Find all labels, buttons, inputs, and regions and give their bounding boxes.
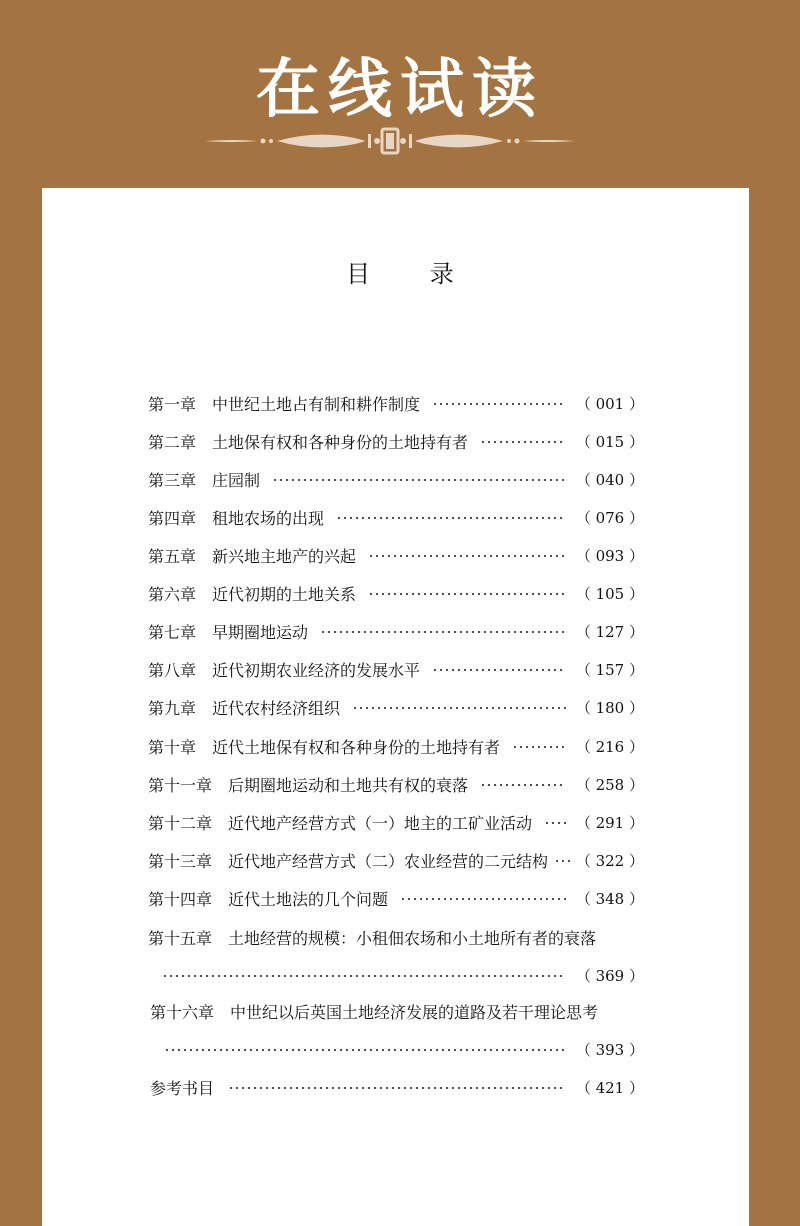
toc-page-number: （ 348 ）	[575, 889, 644, 908]
toc-chapter-title: 早期圈地运动	[212, 622, 309, 642]
toc-chapter-title: 近代初期的土地关系	[212, 584, 357, 604]
ornament-divider-icon	[205, 126, 575, 156]
dot-leader	[162, 975, 566, 977]
toc-entry	[148, 657, 644, 681]
dot-leader	[368, 593, 566, 595]
toc-page-number: （ 258 ）	[575, 775, 644, 794]
toc-entry	[148, 429, 644, 453]
dot-leader	[400, 898, 566, 900]
toc-chapter: 第六章	[148, 584, 197, 604]
toc-chapter-title: 近代地产经营方式（一）地主的工矿业活动	[228, 813, 533, 833]
toc-chapter-title: 庄园制	[212, 470, 261, 490]
toc-chapter: 第十三章	[148, 851, 213, 871]
toc-page-number: （ 015 ）	[575, 432, 644, 451]
toc-chapter: 第一章	[148, 394, 197, 414]
toc-entry	[148, 925, 644, 949]
toc-chapter: 第五章	[148, 546, 197, 566]
toc-chapter: 第十五章	[148, 928, 213, 948]
toc-chapter-title: 近代地产经营方式（二）农业经营的二元结构	[228, 851, 549, 871]
dot-leader	[480, 441, 566, 443]
toc-entry-continuation	[162, 963, 644, 987]
toc-title: 目 录	[346, 260, 480, 288]
toc-page-number: （ 421 ）	[575, 1078, 644, 1097]
dot-leader	[272, 479, 566, 481]
toc-chapter: 参考书目	[150, 1078, 215, 1098]
toc-entry	[148, 391, 644, 415]
toc-page-number: （ 291 ）	[575, 813, 644, 832]
banner-title: 在线试读	[256, 52, 544, 127]
dot-leader	[554, 860, 574, 862]
toc-chapter-title: 近代初期农业经济的发展水平	[212, 660, 421, 680]
toc-page-number: （ 216 ）	[575, 737, 644, 756]
dot-leader	[164, 1049, 566, 1051]
toc-chapter-title: 新兴地主地产的兴起	[212, 546, 357, 566]
toc-chapter-title: 租地农场的出现	[212, 508, 325, 528]
toc-chapter: 第十一章	[148, 775, 213, 795]
dot-leader	[432, 403, 566, 405]
toc-entry	[148, 810, 644, 834]
dot-leader	[228, 1087, 566, 1089]
toc-chapter-title: 中世纪土地占有制和耕作制度	[212, 394, 421, 414]
toc-entry	[148, 543, 644, 567]
dot-leader	[320, 631, 566, 633]
toc-entry	[148, 581, 644, 605]
dot-leader	[368, 555, 566, 557]
toc-chapter-title: 近代土地法的几个问题	[228, 889, 389, 909]
toc-page-number: （ 127 ）	[575, 622, 644, 641]
toc-entry	[148, 505, 644, 529]
toc-entry	[150, 999, 646, 1023]
toc-chapter: 第二章	[148, 432, 197, 452]
toc-chapter-title: 土地经营的规模：小租佃农场和小土地所有者的衰落	[228, 928, 597, 948]
toc-page-number: （ 393 ）	[575, 1040, 644, 1059]
toc-chapter-title: 近代土地保有权和各种身份的土地持有者	[212, 737, 501, 757]
toc-page-number: （ 093 ）	[575, 546, 644, 565]
toc-chapter: 第十六章	[150, 1002, 215, 1022]
toc-chapter: 第十二章	[148, 813, 213, 833]
toc-chapter: 第九章	[148, 698, 197, 718]
toc-chapter: 第四章	[148, 508, 197, 528]
toc-entry	[148, 848, 644, 872]
toc-chapter-title: 土地保有权和各种身份的土地持有者	[212, 432, 469, 452]
toc-chapter-title: 近代农村经济组织	[212, 698, 341, 718]
toc-page-number: （ 369 ）	[575, 966, 644, 985]
toc-entry	[148, 772, 644, 796]
toc-chapter-title: 后期圈地运动和土地共有权的衰落	[228, 775, 469, 795]
toc-chapter: 第十四章	[148, 889, 213, 909]
toc-page-number: （ 040 ）	[575, 470, 644, 489]
toc-entry	[148, 695, 644, 719]
toc-page-number: （ 157 ）	[575, 660, 644, 679]
toc-entry	[148, 619, 644, 643]
toc-page-number: （ 180 ）	[575, 698, 644, 717]
dot-leader	[336, 517, 566, 519]
toc-chapter: 第三章	[148, 470, 197, 490]
toc-page-number: （ 105 ）	[575, 584, 644, 603]
toc-entry-continuation	[164, 1037, 644, 1061]
toc-entry	[148, 886, 644, 910]
toc-entry	[150, 1075, 644, 1099]
toc-chapter: 第八章	[148, 660, 197, 680]
dot-leader	[544, 822, 566, 824]
dot-leader	[432, 669, 566, 671]
toc-page-number: （ 322 ）	[575, 851, 644, 870]
toc-chapter-title: 中世纪以后英国土地经济发展的道路及若干理论思考	[230, 1002, 599, 1022]
dot-leader	[352, 707, 566, 709]
dot-leader	[480, 784, 566, 786]
toc-entry	[148, 467, 644, 491]
toc-chapter: 第七章	[148, 622, 197, 642]
toc-page-number: （ 076 ）	[575, 508, 644, 527]
toc-chapter: 第十章	[148, 737, 197, 757]
dot-leader	[512, 746, 566, 748]
toc-entry	[148, 734, 644, 758]
toc-page-number: （ 001 ）	[575, 394, 644, 413]
